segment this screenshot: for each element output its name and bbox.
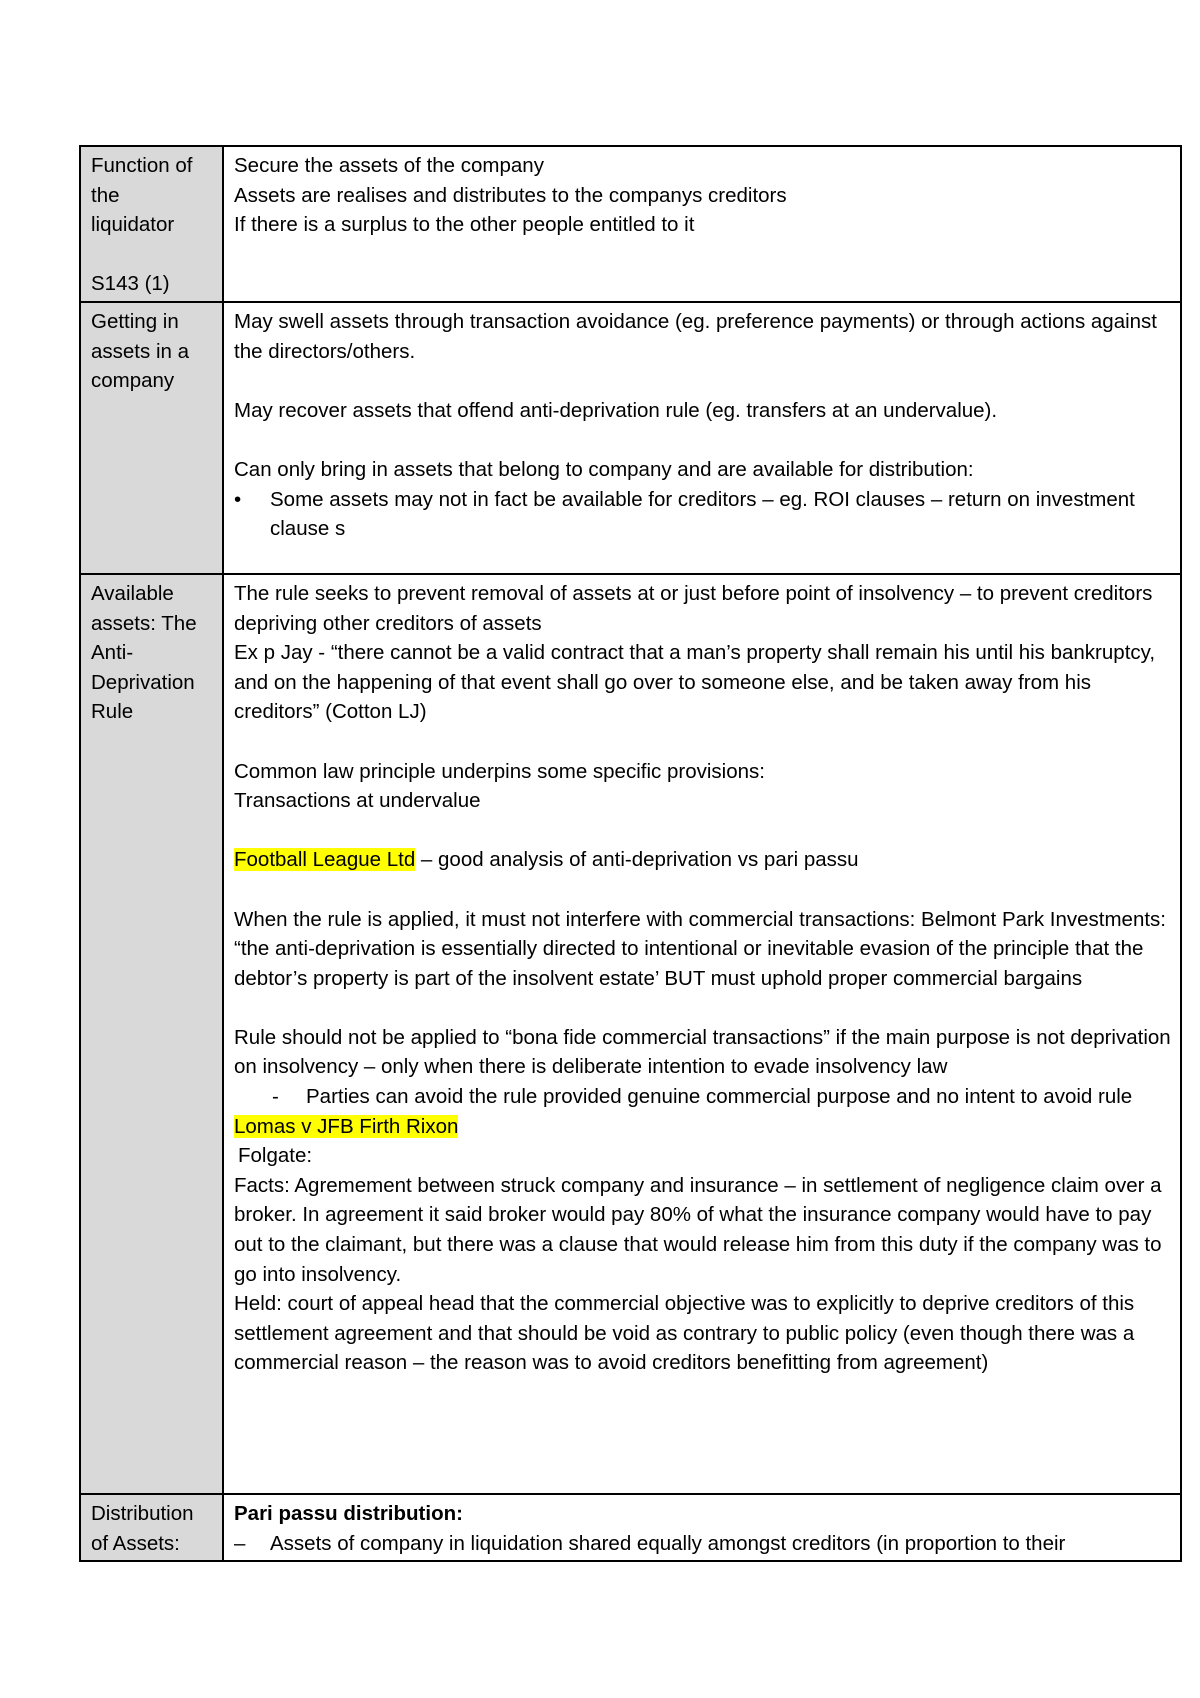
facts-paragraph: Facts: Agremement between struck company and insurance – in settlement of negligence claim over a broker. In agreement it said broker would pay 80% of what the insurance company would have to pay out to the claimant, but there was a clause that would release him from this duty if the company was to go into insolvency.	[234, 1173, 1162, 1286]
row-label-line: the	[91, 183, 120, 207]
notes-table	[79, 145, 1182, 1562]
section-reference: S143 (1)	[91, 272, 170, 296]
row-label-line: Function of	[91, 154, 193, 177]
row-label-line: assets in a	[91, 339, 189, 363]
paragraph: Can only bring in assets that belong to company and are available for distribution:	[234, 457, 974, 481]
row-label-cell	[80, 1494, 223, 1561]
row-label-line: Getting in	[91, 309, 179, 333]
table-row-distribution-of-assets	[80, 1494, 1181, 1561]
paragraph: When the rule is applied, it must not interfere with commercial transactions: Belmont Park Investments: “the anti-deprivation is essentially directed to intentional or inevitable evasion of the principle that the debtor’s property is part of the insolvent estate’ BUT must uphold proper commercial bargains	[234, 907, 1166, 990]
table-row-getting-in-assets	[80, 302, 1181, 574]
held-paragraph: Held: court of appeal head that the commercial objective was to explicitly to deprive creditors of this settlement agreement and that should be void as contrary to public policy (even though there was a commercial reason – the reason was to avoid creditors benefitting from agreement)	[234, 1292, 1135, 1375]
case-heading	[234, 1112, 1172, 1142]
row-content-cell	[223, 574, 1181, 1494]
dash-text: Assets of company in liquidation shared equally amongst creditors (in proportion to their	[270, 1531, 1066, 1555]
bullet-text: Some assets may not in fact be available for creditors – eg. ROI clauses – return on investment clause s	[270, 487, 1135, 541]
row-label-line: Rule	[91, 700, 134, 724]
case-name-highlight: Football League Ltd	[234, 848, 416, 872]
table-row-anti-deprivation-rule	[80, 574, 1181, 1494]
dash-item	[234, 1529, 1172, 1559]
case-heading: Folgate:	[238, 1144, 313, 1168]
row-label-line: assets: The	[91, 611, 197, 635]
paragraph: Common law principle underpins some specific provisions:	[234, 759, 765, 783]
dash-item	[234, 1082, 1172, 1112]
row-label-line: company	[91, 369, 175, 393]
row-content-cell	[223, 302, 1181, 574]
bullet-item	[234, 485, 1172, 544]
dash-text: Parties can avoid the rule provided genuine commercial purpose and no intent to avoid rule	[306, 1085, 1133, 1109]
case-name-highlight: Lomas v JFB Firth Rixon	[234, 1114, 459, 1138]
table-row-function-of-liquidator	[80, 146, 1181, 302]
row-label-cell	[80, 574, 223, 1494]
case-paragraph	[234, 845, 1172, 875]
row-label-line: Anti-	[91, 641, 134, 665]
row-label-cell	[80, 146, 223, 302]
row-label-line: liquidator	[91, 213, 175, 237]
paragraph: May recover assets that offend anti-deprivation rule (eg. transfers at an undervalue).	[234, 398, 998, 422]
dash-mark: –	[234, 1531, 246, 1555]
bullet-mark: •	[234, 487, 242, 511]
row-label-cell	[80, 302, 223, 574]
content-line: If there is a surplus to the other people entitled to it	[234, 213, 695, 237]
row-label-line: Distribution	[91, 1501, 194, 1525]
paragraph: May swell assets through transaction avoidance (eg. preference payments) or through actions against the directors/others.	[234, 309, 1158, 363]
content-line: Assets are realises and distributes to the companys creditors	[234, 183, 787, 207]
row-content-cell	[223, 1494, 1181, 1561]
paragraph: The rule seeks to prevent removal of assets at or just before point of insolvency – to prevent creditors depriving other creditors of assets	[234, 581, 1153, 635]
row-label-line: of Assets:	[91, 1531, 180, 1555]
paragraph: Rule should not be applied to “bona fide commercial transactions” if the main purpose is not deprivation on insolvency – only when there is deliberate intention to evade insolvency law	[234, 1025, 1171, 1079]
row-content-cell	[223, 146, 1181, 302]
case-note: – good analysis of anti-deprivation vs pari passu	[415, 848, 859, 872]
content-line: Secure the assets of the company	[234, 154, 544, 177]
row-label-line: Available	[91, 581, 174, 605]
paragraph: Transactions at undervalue	[234, 789, 481, 813]
row-label-line: Deprivation	[91, 670, 195, 694]
section-heading: Pari passu distribution:	[234, 1501, 463, 1525]
dash-mark: -	[272, 1085, 279, 1109]
quote-paragraph: Ex p Jay - “there cannot be a valid contract that a man’s property shall remain his until his bankruptcy, and on the happening of that event shall go over to someone else, and be taken away from his creditors” (Cotton LJ)	[234, 641, 1156, 724]
